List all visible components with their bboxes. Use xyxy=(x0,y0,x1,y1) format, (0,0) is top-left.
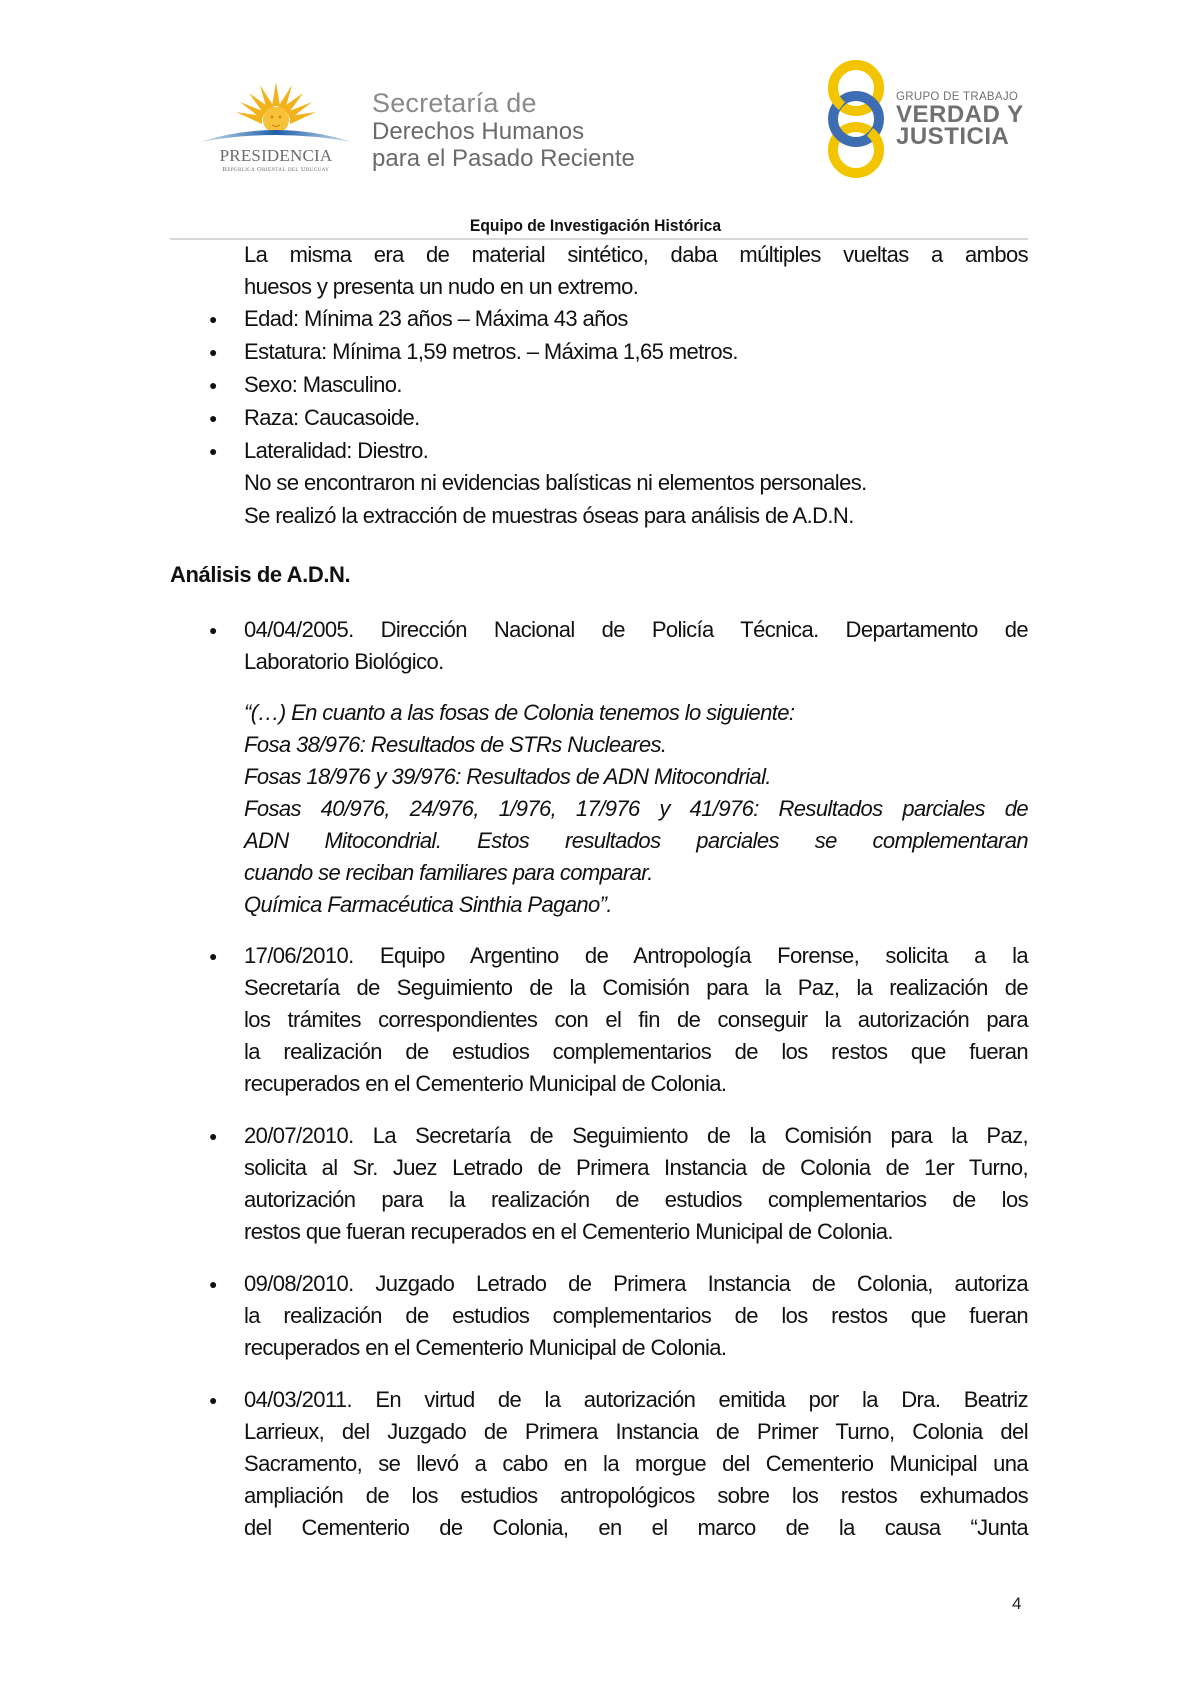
verdad-justicia-text xyxy=(896,90,1024,148)
entry-2011-line-4: ampliación de los estudios antropológicos sobre los restos exhumados xyxy=(244,1483,1028,1508)
entry-2010-07-line-4: restos que fueran recuperados en el Cementerio Municipal de Colonia. xyxy=(244,1219,893,1244)
entry-2011-line-2: Larrieux, del Juzgado de Primera Instancia de Primer Turno, Colonia del xyxy=(244,1419,1028,1444)
entry-2010-07-line-3: autorización para la realización de estudios complementarios de los xyxy=(244,1187,1028,1212)
presidencia-wordmark: PRESIDENCIA xyxy=(219,146,333,165)
presidencia-subtitle: República Oriental del Uruguay xyxy=(222,166,330,173)
entry-2010-06-line-2: Secretaría de Seguimiento de la Comisión para la Paz, la realización de xyxy=(244,975,1028,1000)
entry-2010-06-line-4: la realización de estudios complementarios de los restos que fueran xyxy=(244,1039,1028,1064)
verdad-justicia-logo xyxy=(818,56,1048,182)
entry-2010-06-line-3: los trámites correspondientes con el fin de conseguir la autorización para xyxy=(244,1007,1028,1032)
attribute-item-laterality: Lateralidad: Diestro. xyxy=(244,438,429,463)
vj-line-2: VERDAD Y xyxy=(896,101,1024,128)
bullet-icon: ● xyxy=(209,443,218,459)
secretaria-logo xyxy=(372,88,635,172)
bullet-icon: ● xyxy=(209,622,218,638)
page-number: 4 xyxy=(1012,1594,1022,1613)
entry-2005-line-1: 04/04/2005. Dirección Nacional de Policía Técnica. Departamento de xyxy=(244,617,1028,642)
entry-2010-08-line-1: 09/08/2010. Juzgado Letrado de Primera Instancia de Colonia, autoriza xyxy=(244,1271,1028,1296)
intro-line-1: La misma era de material sintético, daba múltiples vueltas a ambos xyxy=(244,242,1028,267)
quote-line-3: Fosas 18/976 y 39/976: Resultados de ADN Mitocondrial. xyxy=(244,764,771,789)
quote-line-7: Química Farmacéutica Sinthia Pagano”. xyxy=(244,892,612,917)
note-ballistic: No se encontraron ni evidencias balísticas ni elementos personales. xyxy=(244,470,867,495)
bullet-icon: ● xyxy=(209,1392,218,1408)
entry-2010-06-line-1: 17/06/2010. Equipo Argentino de Antropología Forense, solicita a la xyxy=(244,943,1028,968)
secretaria-line-2: Derechos Humanos xyxy=(372,118,585,145)
bullet-icon: ● xyxy=(209,948,218,964)
quote-line-6: cuando se reciban familiares para comparar. xyxy=(244,860,653,885)
vj-line-1: GRUPO DE TRABAJO xyxy=(896,91,1019,103)
entry-2011-line-1: 04/03/2011. En virtud de la autorización emitida por la Dra. Beatriz xyxy=(244,1387,1028,1412)
note-dna-extraction: Se realizó la extracción de muestras óseas para análisis de A.D.N. xyxy=(244,503,854,528)
section-title-dna-analysis: Análisis de A.D.N. xyxy=(170,562,351,587)
bullet-icon: ● xyxy=(209,311,218,327)
sun-emblem-icon xyxy=(196,80,356,146)
attribute-item-height: Estatura: Mínima 1,59 metros. – Máxima 1,65 metros. xyxy=(244,339,738,364)
presidencia-logo xyxy=(196,80,356,180)
quote-line-4: Fosas 40/976, 24/976, 1/976, 17/976 y 41/976: Resultados parciales de xyxy=(244,796,1028,821)
chain-rings-icon xyxy=(818,56,894,182)
entry-2011-line-3: Sacramento, se llevó a cabo en la morgue del Cementerio Municipal una xyxy=(244,1451,1028,1476)
quote-line-1: “(…) En cuanto a las fosas de Colonia tenemos lo siguiente: xyxy=(244,700,795,725)
entry-2010-08-line-2: la realización de estudios complementarios de los restos que fueran xyxy=(244,1303,1028,1328)
quote-line-2: Fosa 38/976: Resultados de STRs Nucleares. xyxy=(244,732,667,757)
entry-2011-line-5: del Cementerio de Colonia, en el marco de la causa “Junta xyxy=(244,1515,1028,1540)
bullet-icon: ● xyxy=(209,377,218,393)
entry-2010-07-line-1: 20/07/2010. La Secretaría de Seguimiento de la Comisión para la Paz, xyxy=(244,1123,1028,1148)
secretaria-line-3: para el Pasado Reciente xyxy=(372,145,635,172)
bullet-icon: ● xyxy=(209,1276,218,1292)
entry-2010-07-line-2: solicita al Sr. Juez Letrado de Primera Instancia de Colonia de 1er Turno, xyxy=(244,1155,1028,1180)
attribute-item-race: Raza: Caucasoide. xyxy=(244,405,420,430)
entry-2010-08-line-3: recuperados en el Cementerio Municipal de Colonia. xyxy=(244,1335,727,1360)
bullet-icon: ● xyxy=(209,344,218,360)
running-header-title: Equipo de Investigación Histórica xyxy=(469,216,722,235)
attribute-item-age: Edad: Mínima 23 años – Máxima 43 años xyxy=(244,306,628,331)
entry-2010-06-line-5: recuperados en el Cementerio Municipal de Colonia. xyxy=(244,1071,727,1096)
bullet-icon: ● xyxy=(209,410,218,426)
secretaria-line-1: Secretaría de xyxy=(372,88,537,118)
attribute-item-sex: Sexo: Masculino. xyxy=(244,372,402,397)
intro-line-2: huesos y presenta un nudo en un extremo. xyxy=(244,274,639,299)
entry-2005-line-2: Laboratorio Biológico. xyxy=(244,649,444,674)
vj-line-3: JUSTICIA xyxy=(896,123,1010,150)
bullet-icon: ● xyxy=(209,1128,218,1144)
quote-line-5: ADN Mitocondrial. Estos resultados parciales se complementaran xyxy=(244,828,1028,853)
